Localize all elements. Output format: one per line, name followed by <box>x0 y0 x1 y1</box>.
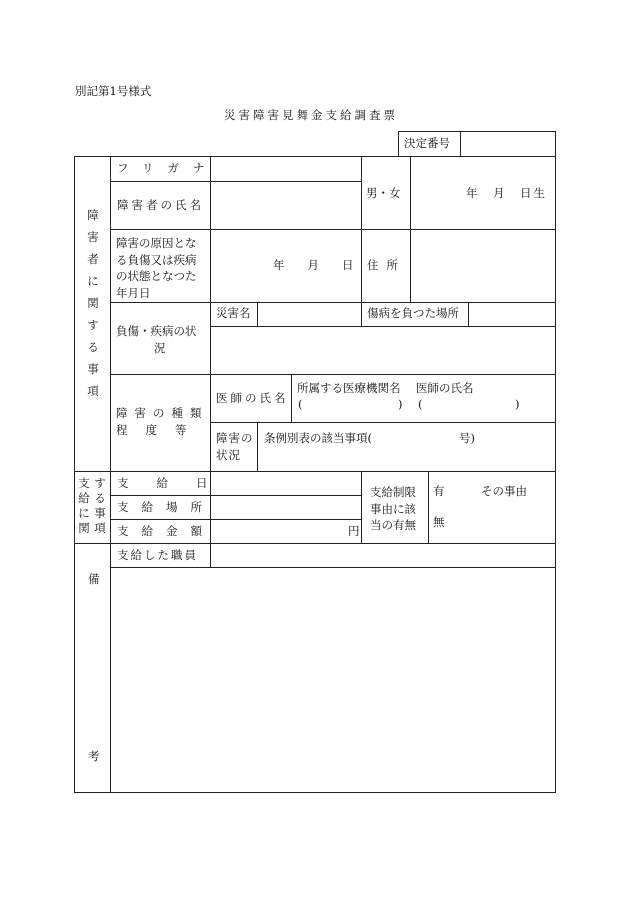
restriction-no[interactable]: 無 <box>433 515 445 529</box>
page-title: 災害障害見舞金支給調査票 <box>224 108 398 122</box>
doctor-name-label: 医師の氏名 <box>216 391 289 405</box>
victim-name-label: 障害者の氏名 <box>117 198 204 212</box>
ordinance-label: 条例別表の該当事項( <box>264 431 372 445</box>
payment-date-label: 支給日 <box>117 476 236 490</box>
furigana-label: フリガナ <box>117 161 219 175</box>
doctor-fullname-label: 医師の氏名 <box>416 381 474 395</box>
disaster-name-label: 災害名 <box>216 306 251 320</box>
medical-institution-label: 所属する医療機関名 <box>297 381 401 395</box>
section-payment-label-col1: 支 給 に 関 <box>78 476 90 535</box>
disability-status-label: 障害の状況 <box>216 431 254 462</box>
form-id: 別記第1号様式 <box>75 84 152 98</box>
address-label: 住所 <box>367 258 406 272</box>
section-victim-label: 障 害 者 に 関 す る 事 項 <box>87 208 99 398</box>
gender-options[interactable]: 男・女 <box>366 186 401 200</box>
injury-place-label: 傷病を負つた場所 <box>367 306 459 320</box>
ordinance-suffix: 号) <box>459 431 475 445</box>
birthdate-suffix: 年 月 日生 <box>466 186 547 200</box>
restriction-label: 支給制限 事由に該 当の有無 <box>370 485 416 533</box>
disability-type-label: 障害の種類 <box>116 406 209 420</box>
payment-place-label: 支給場所 <box>117 500 215 514</box>
remarks-char-2: 考 <box>88 749 100 763</box>
payment-amount-label: 支給金額 <box>117 524 215 538</box>
remarks-char-1: 備 <box>88 572 100 586</box>
injury-condition-label: 負傷・疾病の状 況 <box>116 324 197 355</box>
disability-degree-label: 程度等 <box>116 423 205 437</box>
section-payment-label-col2: す る 事 項 <box>94 476 106 535</box>
cause-date[interactable]: 年 月 日 <box>273 258 354 272</box>
decision-number-label: 決定番号 <box>404 136 450 150</box>
paid-staff-label: 支給した職員 <box>117 548 198 562</box>
restriction-reason-label: その事由 <box>481 484 527 498</box>
remarks-area[interactable] <box>111 568 555 792</box>
restriction-yes[interactable]: 有 <box>433 484 445 498</box>
cause-label: 障害の原因とな る負傷又は疾病 の状態となつた 年月日 <box>116 236 197 301</box>
currency-unit: 円 <box>348 524 360 538</box>
